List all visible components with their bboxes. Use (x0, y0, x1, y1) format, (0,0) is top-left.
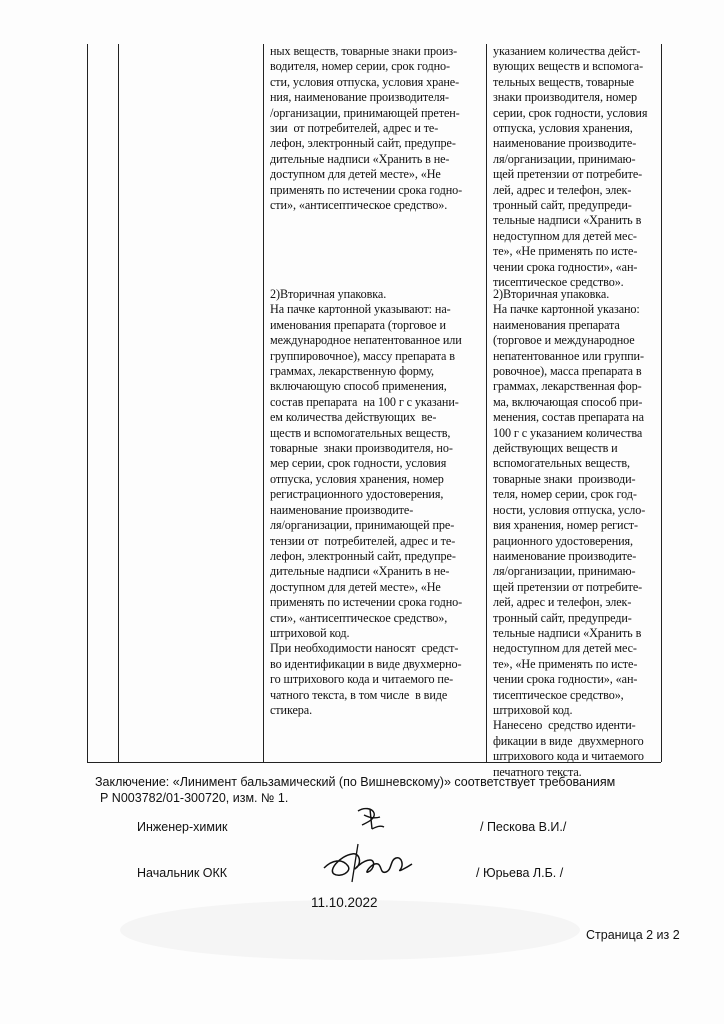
table-divider-2 (263, 44, 264, 762)
conclusion-line-1: Заключение: «Линимент бальзамический (по Вишневскому)» соответствует требованиям (95, 775, 616, 789)
head-role: Начальник ОКК (137, 866, 228, 880)
engineer-name: / Пескова В.И./ (480, 820, 567, 834)
head-name: / Юрьева Л.Б. / (476, 866, 564, 880)
table-divider-1 (118, 44, 119, 762)
engineer-role: Инженер-химик (137, 820, 228, 834)
table-border-right (661, 44, 662, 762)
cell-requirement-top: ных веществ, товарные знаки произ- водителя, номер серии, срок годно- сти, условия отпуска, условия хране- ния, наименование производителя- /организации, принимающей претен- зии от потребителей, адрес и те- лефон, электронный сайт, предупре- дительные надписи «Хранить в не- доступном для детей месте», «Не применять по истечении срока годно- сти», «антисептическое средство». (270, 44, 463, 213)
head-signature (318, 838, 418, 886)
page-number: Страница 2 из 2 (586, 928, 680, 942)
table-border-left (87, 44, 88, 762)
signature-date: 11.10.2022 (311, 895, 378, 910)
cell-result-top: указанием количества дейст- вующих веществ и вспомога- тельных веществ, товарные знаки производителя, номер серии, срок годности, условия отпуска, условия хранения, наименование производите- ля/организации, принимаю- щей претензии от потребите- лей, адрес и телефон, элек- тронный сайт, предупреди- тельные надписи «Хранить в недоступном для детей мес- те», «Не применять по исте- чении срока годности», «ан- тисептическое средство». (493, 44, 648, 290)
engineer-signature (350, 805, 390, 835)
conclusion-line-2: Р N003782/01-300720, изм. № 1. (100, 791, 289, 805)
cell-requirement-bottom: 2)Вторичная упаковка. На пачке картонной указывают: на- именования препарата (торговое и международное непатентованное или группировочное), массу препарата в граммах, лекарственную форму, включающую способ применения, состав препарата на 100 г с указани- ем количества действующих ве- ществ и вспомогательных веществ, товарные знаки производителя, но- мер серии, срок годности, условия отпуска, условия хранения, номер регистрационного удостоверения, наименование производите- ля/организации, принимающей пре- тензии от потребителей, адрес и те- лефон, электронный сайт, предупре- дительные надписи «Хранить в не- доступном для детей месте», «Не применять по истечении срока годно- сти», «антисептическое средство», штриховой код. При необходимости наносят средст- во идентификации в виде двухмерно- го штрихового кода и читаемого пе- чатного текста, в том числе в виде стикера. (270, 287, 463, 717)
table-divider-3 (486, 44, 487, 762)
cell-result-bottom: 2)Вторичная упаковка. На пачке картонной указано: наименования препарата (торговое и международное непатентованное или группи- ровочное), масса препарата в граммах, лекарственная фор- ма, включающая способ при- менения, состав препарата на 100 г с указанием количества действующих веществ и вспомогательных веществ, товарные знаки производи- теля, номер серии, срок год- ности, условия отпуска, усло- вия хранения, номер регист- рационного удостоверения, наименование производите- ля/организации, принимаю- щей претензии от потребите- лей, адрес и телефон, элек- тронный сайт, предупреди- тельные надписи «Хранить в недоступном для детей мес- те», «Не применять по исте- чении срока годности», «ан- тисептическое средство», штриховой код. Нанесено средство иденти- фикации в виде двухмерного штрихового кода и читаемого печатного текста. (493, 287, 646, 779)
